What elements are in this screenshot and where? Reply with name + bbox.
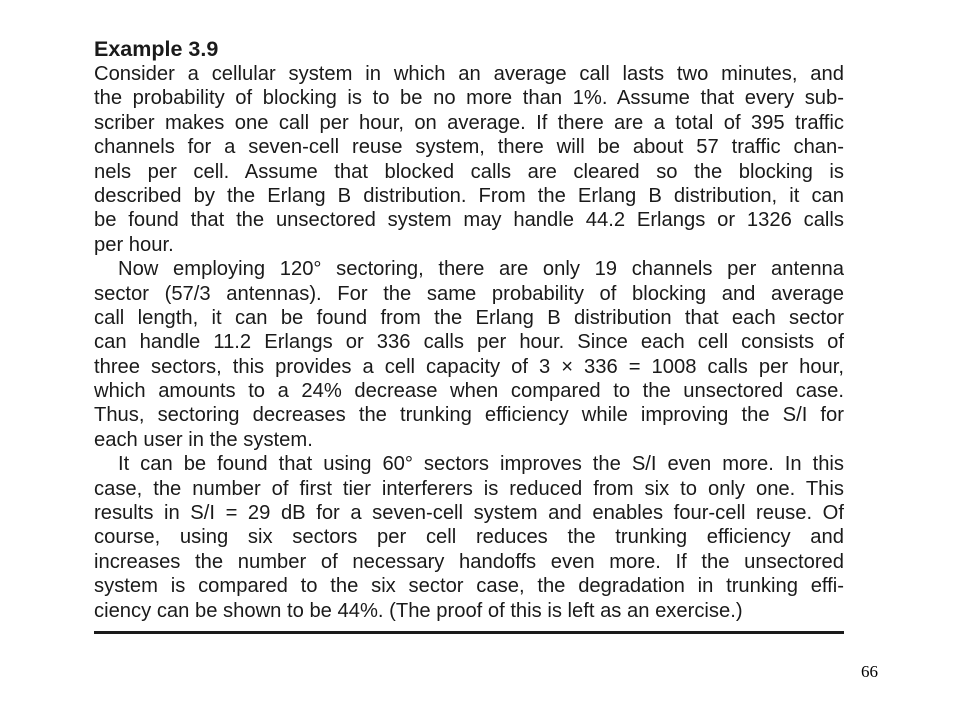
text-line: be found that the unsectored system may handle 44.2 Erlangs or 1326 calls <box>94 209 844 232</box>
text-line: results in S/I = 29 dB for a seven-cell system and enables four-cell reuse. Of <box>94 502 844 525</box>
text-line: Thus, sectoring decreases the trunking efficiency while improving the S/I for <box>94 404 844 427</box>
example-heading: Example 3.9 <box>94 37 219 61</box>
text-line: three sectors, this provides a cell capacity of 3 × 336 = 1008 calls per hour, <box>94 355 844 378</box>
text-line: channels for a seven-cell reuse system, there will be about 57 traffic chan- <box>94 136 844 159</box>
text-line: which amounts to a 24% decrease when compared to the unsectored case. <box>94 380 844 403</box>
text-line: per hour. <box>94 233 174 256</box>
text-line: Now employing 120° sectoring, there are only 19 channels per antenna <box>118 258 844 281</box>
text-line: course, using six sectors per cell reduces the trunking efficiency and <box>94 526 844 549</box>
page-number: 66 <box>861 662 878 681</box>
text-line: case, the number of first tier interferers is reduced from six to only one. This <box>94 477 844 500</box>
text-line: each user in the system. <box>94 428 313 451</box>
text-line: sector (57/3 antennas). For the same probability of blocking and average <box>94 282 844 305</box>
paragraph-1 <box>94 62 844 257</box>
text-line: nels per cell. Assume that blocked calls are cleared so the blocking is <box>94 160 844 183</box>
text-line: increases the number of necessary handoffs even more. If the unsectored <box>94 550 844 573</box>
text-line: the probability of blocking is to be no more than 1%. Assume that every sub- <box>94 87 844 110</box>
text-line: scriber makes one call per hour, on average. If there are a total of 395 traffic <box>94 111 844 134</box>
text-line: call length, it can be found from the Erlang B distribution that each sector <box>94 306 844 329</box>
example-scan <box>94 36 844 623</box>
text-line: described by the Erlang B distribution. From the Erlang B distribution, it can <box>94 184 844 207</box>
text-line: Consider a cellular system in which an average call lasts two minutes, and <box>94 63 844 85</box>
text-line: It can be found that using 60° sectors improves the S/I even more. In this <box>118 453 844 476</box>
text-line: system is compared to the six sector case, the degradation in trunking effi- <box>94 575 844 598</box>
paragraph-3 <box>94 452 844 623</box>
horizontal-rule <box>94 631 844 634</box>
paragraph-2 <box>94 257 844 452</box>
text-line: ciency can be shown to be 44%. (The proof of this is left as an exercise.) <box>94 599 743 622</box>
text-line: can handle 11.2 Erlangs or 336 calls per hour. Since each cell consists of <box>94 331 844 354</box>
